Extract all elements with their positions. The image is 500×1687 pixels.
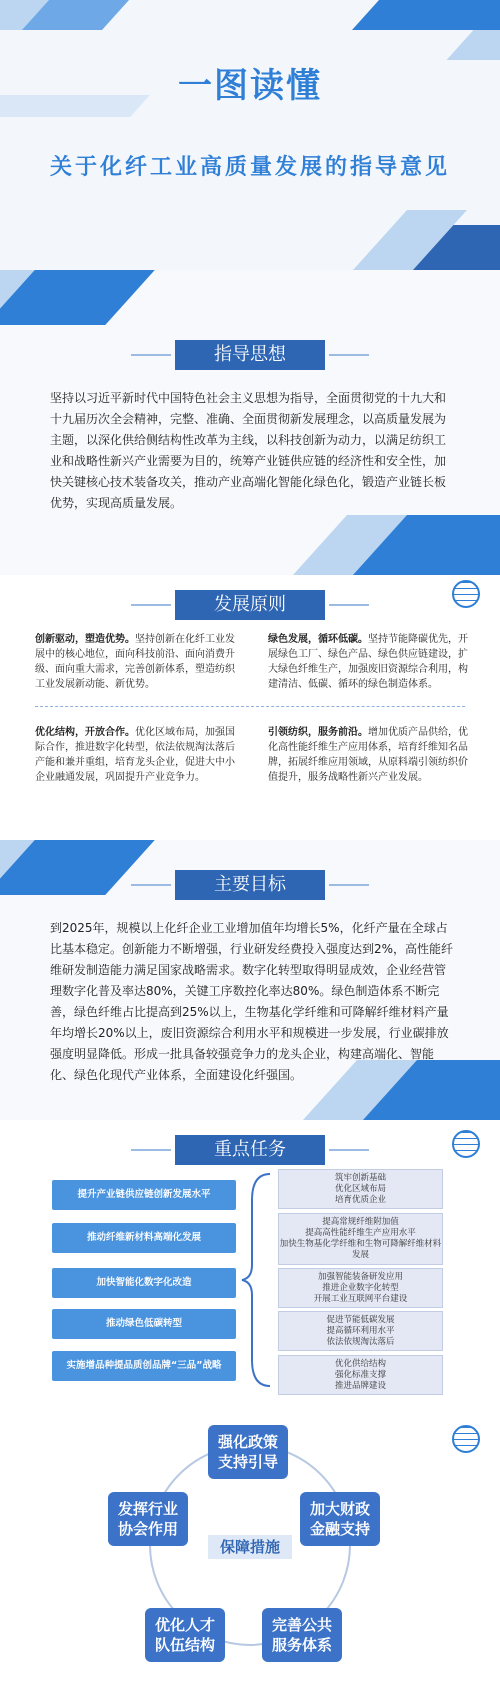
guiding-text: 坚持以习近平新时代中国特色社会主义思想为指导，全面贯彻党的十九大和十九届历次全会精神，完整、准确、全面贯彻新发展理念，以高质量发展为主题，以深化供给侧结构性改革为主线，以科技创新为动力，以满足纺织工业和战略性新兴产业需要为目的，统筹产业链供应链的经济性和安全性，加快关键核心技术装备攻关，推动产业高端化智能化绿色化，锻造产业链长板优势，实现高质量发展。 bbox=[50, 391, 447, 510]
task-detail: 加强智能装备研发应用 bbox=[317, 1272, 403, 1282]
node-line: 强化政策 bbox=[217, 1433, 278, 1451]
page-title: 一图读懂 bbox=[178, 66, 322, 106]
principle-text: 坚持节能降碳优先，开展绿色工厂、绿色产品、绿色供应链建设，扩大绿色纤维生产，加强废旧资源综合利用，构建清洁、低碳、循环的绿色制造体系。 bbox=[268, 634, 468, 690]
goals-heading: 主要目标 bbox=[175, 870, 325, 900]
principle-item bbox=[35, 632, 235, 692]
task-detail-box bbox=[278, 1169, 443, 1209]
task-detail: 培育优质企业 bbox=[334, 1195, 386, 1205]
task-detail: 开展工业互联网平台建设 bbox=[313, 1294, 408, 1304]
page-subtitle: 关于化纤工业高质量发展的指导意见 bbox=[49, 154, 450, 180]
principle-item bbox=[268, 725, 468, 785]
task-detail: 加快生物基化学纤维和生物可降解纤维材料发展 bbox=[279, 1239, 442, 1260]
safeguard-node bbox=[262, 1608, 342, 1662]
node-line: 发挥行业 bbox=[117, 1500, 178, 1518]
node-line: 金融支持 bbox=[309, 1520, 370, 1538]
task-button[interactable]: 提升产业链供应链创新发展水平 bbox=[52, 1180, 236, 1210]
task-detail: 提高高性能纤维生产应用水平 bbox=[305, 1228, 416, 1238]
tasks-heading: 重点任务 bbox=[175, 1135, 325, 1165]
node-line: 优化人才 bbox=[154, 1616, 215, 1634]
task-detail-box bbox=[278, 1355, 443, 1395]
principle-text: 坚持创新在化纤工业发展中的核心地位，面向科技前沿、面向消费升级、面向重大需求，完善创新体系，塑造纺织工业发展新动能、新优势。 bbox=[35, 634, 235, 690]
safeguard-node bbox=[145, 1608, 225, 1662]
task-detail: 促进节能低碳发展 bbox=[326, 1315, 395, 1325]
task-button[interactable]: 推动绿色低碳转型 bbox=[52, 1309, 236, 1339]
task-detail-box bbox=[278, 1311, 443, 1351]
safeguard-node bbox=[208, 1425, 288, 1479]
task-detail: 提高常规纤维附加值 bbox=[322, 1217, 399, 1227]
task-detail: 提高循环利用水平 bbox=[326, 1326, 395, 1336]
principle-title: 创新驱动，塑造优势。 bbox=[35, 634, 135, 645]
header-section bbox=[0, 0, 500, 270]
globe-hand-icon bbox=[452, 1130, 480, 1158]
guiding-heading: 指导思想 bbox=[175, 340, 325, 370]
safeguards-center-label: 保障措施 bbox=[208, 1535, 292, 1559]
task-detail: 推进品牌建设 bbox=[334, 1381, 386, 1391]
principle-title: 绿色发展，循环低碳。 bbox=[268, 634, 368, 645]
node-line: 协会作用 bbox=[117, 1520, 178, 1538]
node-line: 队伍结构 bbox=[154, 1636, 215, 1654]
task-detail: 依法依规淘汰落后 bbox=[326, 1337, 395, 1347]
principle-item bbox=[268, 632, 468, 692]
task-detail: 推进企业数字化转型 bbox=[322, 1283, 399, 1293]
divider bbox=[35, 706, 465, 707]
principle-item bbox=[35, 725, 235, 785]
node-line: 加大财政 bbox=[309, 1500, 370, 1518]
principle-title: 引领纺织，服务前沿。 bbox=[268, 727, 368, 738]
node-line: 服务体系 bbox=[271, 1636, 332, 1654]
task-button[interactable]: 推动纤维新材料高端化发展 bbox=[52, 1223, 236, 1253]
principles-heading: 发展原则 bbox=[175, 590, 325, 620]
task-button[interactable]: 实施增品种提品质创品牌“三品”战略 bbox=[52, 1351, 236, 1381]
node-line: 完善公共 bbox=[271, 1616, 332, 1634]
safeguard-node bbox=[300, 1492, 380, 1546]
node-line: 支持引导 bbox=[217, 1453, 278, 1471]
task-detail: 强化标准支撑 bbox=[334, 1370, 386, 1380]
principle-title: 优化结构，开放合作。 bbox=[35, 727, 135, 738]
task-detail: 优化供给结构 bbox=[334, 1359, 386, 1369]
task-brace bbox=[240, 1170, 280, 1390]
task-button[interactable]: 加快智能化数字化改造 bbox=[52, 1268, 236, 1298]
task-detail-box bbox=[278, 1213, 443, 1265]
principle-text: 优化区域布局，加强国际合作，推进数字化转型，依法依规淘汰落后产能和兼并重组，培育龙头企业，促进大中小企业融通发展，巩固提升产业竞争力。 bbox=[35, 727, 235, 783]
globe-hand-icon bbox=[452, 580, 480, 608]
task-detail: 筑牢创新基础 bbox=[334, 1173, 386, 1183]
goals-text: 到2025年，规模以上化纤企业工业增加值年均增长5%，化纤产量在全球占比基本稳定。创新能力不断增强，行业研发经费投入强度达到2%，高性能纤维研发制造能力满足国家战略需求。数字化转型取得明显成效，企业经营管理数字化普及率达80%，关键工序数控化率达80%。绿色制造体系不断完善，绿色纤维占比提高到25%以上，生物基化学纤维和可降解纤维材料产量年均增长20%以上，废旧资源综合利用水平和规模进一步发展，行业碳排放强度明显降低。形成一批具备较强竞争力的龙头企业，构建高端化、智能化、绿色化现代产业体系，全面建设化纤强国。 bbox=[50, 921, 454, 1082]
task-detail: 优化区域布局 bbox=[334, 1184, 386, 1194]
safeguard-node bbox=[108, 1492, 188, 1546]
principle-text: 增加优质产品供给，优化高性能纤维生产应用体系，培育纤维知名品牌，拓展纤维应用领域，从原料端引领纺织价值提升，服务战略性新兴产业发展。 bbox=[268, 727, 468, 783]
task-detail-box bbox=[278, 1268, 443, 1308]
